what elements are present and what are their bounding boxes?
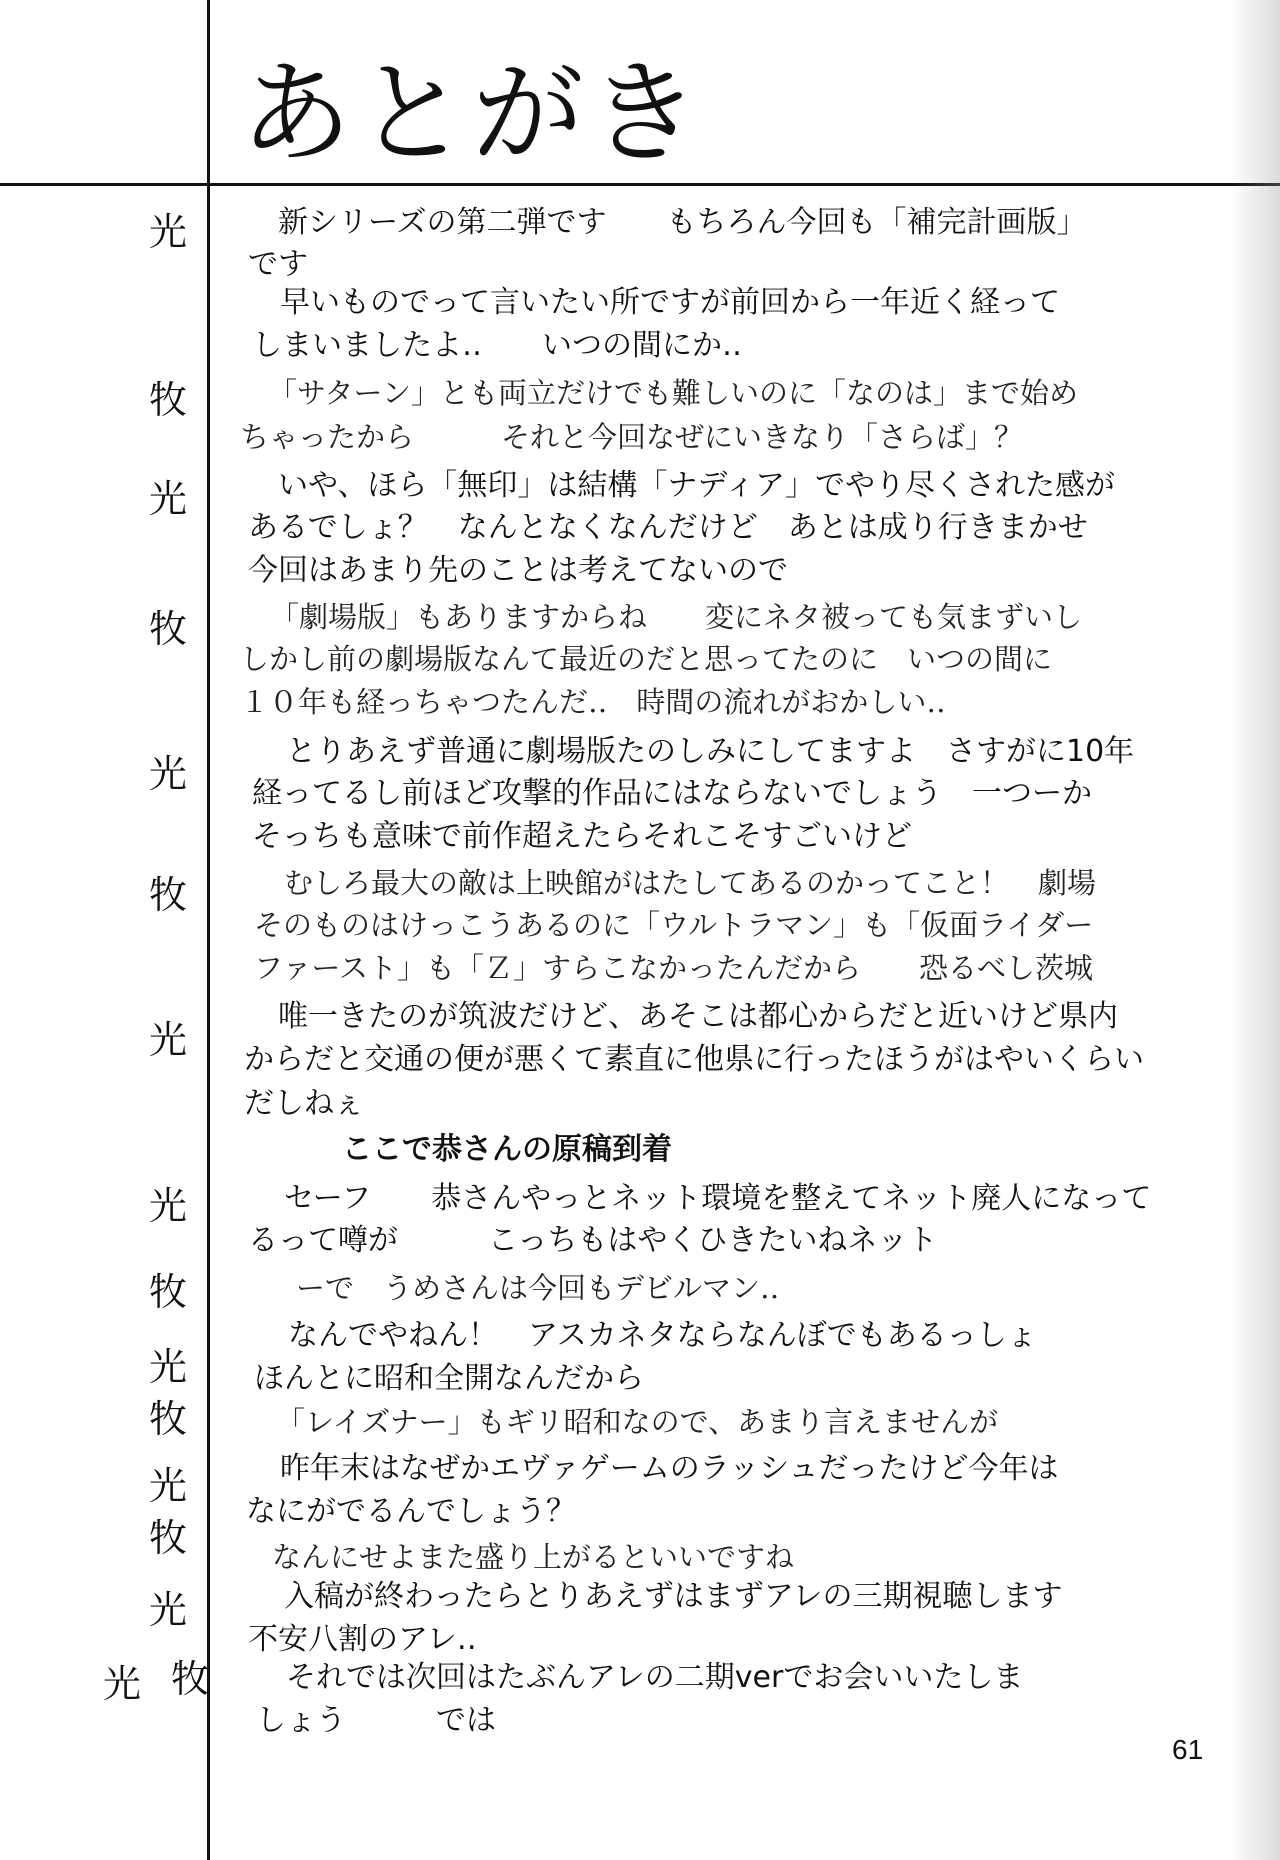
dialogue-line: 「劇場版」もありますからね 変にネタ被っても気まずいし xyxy=(270,600,1083,634)
dialogue-line: ちゃったから それと今回なぜにいきなり「さらば」？ xyxy=(240,420,1024,454)
speaker-marker: 牧 xyxy=(148,607,187,651)
speaker-marker: 光 xyxy=(102,1662,141,1706)
dialogue-line: 唯一きたのが筑波だけど、あそこは都心からだと近いけど県内 xyxy=(278,999,1118,1034)
dialogue-line: そのものはけっこうあるのに「ウルトラマン」も「仮面ライダー xyxy=(254,908,1094,942)
dialogue-line: 「サターン」とも両立だけでも難しいのに「なのは」まで始め xyxy=(268,376,1078,410)
speaker-marker: 牧 xyxy=(170,1657,209,1701)
dialogue-line: 今回はあまり先のことは考えてないので xyxy=(248,553,788,588)
dialogue-line: しまいましたよ‥ いつの間にか‥ xyxy=(252,328,743,363)
dialogue-line: なにがでるんでしょう？ xyxy=(246,1494,576,1529)
dialogue-line: るって噂が こっちもはやくひきたいねネット xyxy=(248,1223,938,1258)
speaker-marker: 牧 xyxy=(148,1270,187,1314)
dialogue-line: 新シリーズの第二弾です もちろん今回も「補完計画版」 xyxy=(278,205,1087,240)
dialogue-line: なんでやねん！ アスカネタならなんぼでもあるっしょ xyxy=(288,1318,1037,1353)
dialogue-line: むしろ最大の敵は上映館がはたしてあるのかってこと！ 劇場 xyxy=(284,866,1097,900)
speaker-marker: 光 xyxy=(148,1464,187,1508)
interjection-note: ここで恭さんの原稿到着 xyxy=(342,1132,672,1167)
speaker-marker: 牧 xyxy=(148,1516,187,1560)
speaker-marker: 光 xyxy=(148,1018,187,1062)
page-title: あとがき xyxy=(240,49,704,179)
speaker-marker: 光 xyxy=(148,477,187,521)
dialogue-line: とりあえず普通に劇場版たのしみにしてますよ さすがに10年 xyxy=(286,734,1135,769)
dialogue-line: しかし前の劇場版なんて最近のだと思ってたのに いつの間に xyxy=(240,642,1053,676)
dialogue-line: なんにせよまた盛り上がるといいですね xyxy=(272,1540,795,1574)
speaker-marker: 光 xyxy=(148,210,187,254)
vertical-rule xyxy=(207,0,210,1860)
page-number: 61 xyxy=(1172,1734,1204,1765)
speaker-marker: 光 xyxy=(148,1184,187,1228)
dialogue-line: からだと交通の便が悪くて素直に他県に行ったほうがはやいくらい xyxy=(244,1042,1144,1077)
speaker-marker: 牧 xyxy=(148,1397,187,1441)
dialogue-line: 昨年末はなぜかエヴァゲームのラッシュだったけど今年は xyxy=(280,1451,1059,1486)
horizontal-rule xyxy=(0,183,1280,186)
dialogue-line: ーで うめさんは今回もデビルマン‥ xyxy=(296,1271,780,1305)
dialogue-line: １０年も経っちゃつたんだ‥ 時間の流れがおかしい‥ xyxy=(240,685,946,719)
dialogue-line: セーフ 恭さんやっとネット環境を整えてネット廃人になって xyxy=(284,1181,1152,1216)
dialogue-line: ファースト」も「Ｚ」すらこなかったんだから 恐るべし茨城 xyxy=(254,951,1093,985)
speaker-marker: 牧 xyxy=(148,378,187,422)
page-edge-shadow xyxy=(1230,0,1280,1860)
dialogue-line: 「レイズナー」もギリ昭和なので、あまり言えませんが xyxy=(276,1405,999,1439)
dialogue-line: 早いものでって言いたい所ですが前回から一年近く経って xyxy=(280,285,1060,320)
dialogue-line: 不安八割のアレ‥ xyxy=(248,1622,477,1657)
dialogue-line: それでは次回はたぶんアレの二期verでお会いいたしま xyxy=(286,1660,1024,1695)
dialogue-line: あるでしょ？ なんとなくなんだけど あとは成り行きまかせ xyxy=(248,510,1088,545)
dialogue-line: 経ってるし前ほど攻撃的作品にはならないでしょう 一つーか xyxy=(252,776,1092,811)
dialogue-line: そっちも意味で前作超えたらそれこそすごいけど xyxy=(252,819,912,854)
dialogue-line: ほんとに昭和全開なんだから xyxy=(254,1361,644,1396)
speaker-marker: 光 xyxy=(148,1588,187,1632)
speaker-marker: 光 xyxy=(148,752,187,796)
dialogue-line: しょう では xyxy=(256,1703,496,1738)
dialogue-line: だしねぇ xyxy=(244,1086,364,1121)
dialogue-line: です xyxy=(248,247,308,282)
speaker-marker: 光 xyxy=(148,1345,187,1389)
dialogue-line: いや、ほら「無印」は結構「ナディア」でやり尽くされた感が xyxy=(278,468,1115,503)
speaker-marker: 牧 xyxy=(148,873,187,917)
dialogue-line: 入稿が終わったらとりあえずはまずアレの三期視聴します xyxy=(284,1579,1063,1614)
